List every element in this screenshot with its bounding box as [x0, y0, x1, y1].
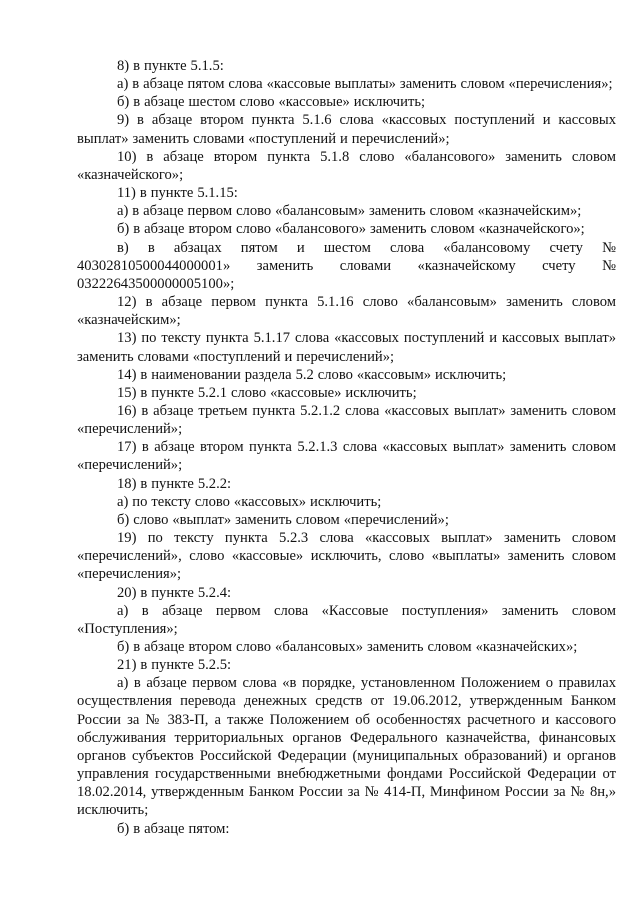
paragraph: 21) в пункте 5.2.5: — [117, 657, 232, 674]
paragraph: а) в абзаце пятом слова «кассовые выплаты» заменить словом «перечисления»; — [117, 76, 613, 93]
paragraph: 12) в абзаце первом пункта 5.1.16 слово «балансовым» заменить словом «казначейским»; — [77, 294, 616, 329]
paragraph: 17) в абзаце втором пункта 5.2.1.3 слова «кассовых выплат» заменить словом «перечислений»; — [77, 439, 616, 474]
paragraph: б) в абзаце втором слово «балансового» заменить словом «казначейского»; — [117, 221, 585, 238]
paragraph: 14) в наименовании раздела 5.2 слово «кассовым» исключить; — [117, 366, 507, 383]
paragraph: 8) в пункте 5.1.5: — [117, 58, 224, 74]
paragraph: б) в абзаце шестом слово «кассовые» исключить; — [117, 94, 426, 111]
paragraph: 9) в абзаце втором пункта 5.1.6 слова «кассовых поступлений и кассовых выплат» заменить словами «поступлений и перечислений»; — [77, 112, 616, 147]
paragraph: в) в абзацах пятом и шестом слова «балансовому счету № 40302810500044000001» заменить словами «казначейскому счету № 03222643500000005100»; — [77, 239, 616, 292]
paragraph: 19) по тексту пункта 5.2.3 слова «кассовых выплат» заменить словом «перечислений», слово «кассовые» исключить, слово «выплаты» заменить словом «перечисления»; — [77, 530, 616, 583]
paragraph: б) в абзаце пятом: — [117, 820, 230, 837]
paragraph: б) слово «выплат» заменить словом «перечислений»; — [117, 511, 449, 528]
paragraph: б) в абзаце втором слово «балансовых» заменить словом «казначейских»; — [117, 639, 578, 655]
paragraph: 20) в пункте 5.2.4: — [117, 584, 232, 601]
paragraph: а) в абзаце первом слова «в порядке, установленном Положением о правилах осуществления перевода денежных средств от 19.06.2012, утвержденным Банком России за № 383-П, а также Положением об особенностях расчетного и кассового обслуживания территориальных органов Федерального казначейства, финансовых органов субъектов Российской Федерации (муниципальных образований) и органов управления государственными внебюджетными фондами Российской Федерации от 18.02.2014, утвержденным Банком России за № 414-П, Минфином России за № 8н,» исключить; — [77, 675, 616, 819]
paragraph: 10) в абзаце втором пункта 5.1.8 слово «балансового» заменить словом «казначейского»; — [77, 148, 616, 183]
paragraph: 13) по тексту пункта 5.1.17 слова «кассовых поступлений и кассовых выплат» заменить словами «поступлений и перечислений»; — [77, 330, 616, 365]
paragraph: а) в абзаце первом слово «балансовым» заменить словом «казначейским»; — [117, 203, 582, 220]
paragraph: 16) в абзаце третьем пункта 5.2.1.2 слова «кассовых выплат» заменить словом «перечислений»; — [77, 402, 616, 438]
paragraph: 11) в пункте 5.1.15: — [117, 185, 238, 202]
paragraph: 18) в пункте 5.2.2: — [117, 475, 232, 492]
paragraph: 15) в пункте 5.2.1 слово «кассовые» исключить; — [117, 384, 417, 401]
paragraph: а) в абзаце первом слова «Кассовые поступления» заменить словом «Поступления»; — [77, 602, 616, 637]
paragraph: а) по тексту слово «кассовых» исключить; — [117, 493, 382, 510]
